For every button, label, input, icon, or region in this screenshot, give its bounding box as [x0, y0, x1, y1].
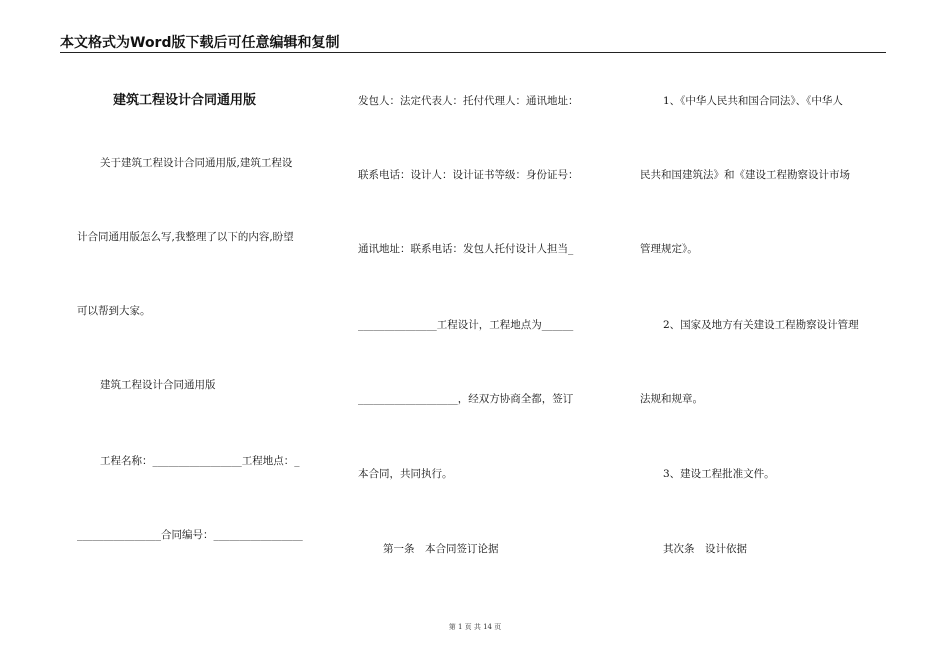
section-heading: 其次条 设计依据 — [663, 543, 747, 555]
document-header: 本文格式为Word版下载后可任意编辑和复制 — [60, 35, 340, 51]
paragraph: 3、建设工程批准文件。 — [663, 468, 775, 480]
paragraph: 通讯地址：联系电话：发包人托付设计人担当_ — [358, 243, 574, 255]
paragraph: 法规和规章。 — [640, 393, 703, 405]
paragraph: ___________________，经双方协商全都，签订 — [358, 393, 574, 405]
paragraph: 2、国家及地方有关建设工程勘察设计管理 — [663, 319, 859, 331]
paragraph: 发包人：法定代表人：托付代理人：通讯地址： — [358, 95, 579, 107]
paragraph: 1、《中华人民共和国合同法》、《中华人 — [663, 95, 843, 107]
paragraph: _______________工程设计，工程地点为______ — [358, 319, 574, 331]
paragraph: 建筑工程设计合同通用版 — [100, 379, 216, 391]
section-heading: 第一条 本合同签订论据 — [383, 543, 499, 555]
form-line: 工程名称：_________________工程地点：_ — [100, 455, 300, 467]
paragraph: 可以帮到大家。 — [77, 305, 151, 317]
paragraph: 计合同通用版怎么写,我整理了以下的内容,盼望 — [77, 231, 294, 243]
paragraph: 民共和国建筑法》和《建设工程勘察设计市场 — [640, 169, 850, 181]
document-title: 建筑工程设计合同通用版 — [113, 93, 257, 108]
paragraph: 管理规定》。 — [640, 243, 698, 255]
form-line: ________________合同编号：_________________ — [77, 529, 303, 541]
paragraph: 本合同，共同执行。 — [358, 468, 453, 480]
header-divider — [60, 52, 886, 53]
page-number: 第 1 页 共 14 页 — [448, 623, 502, 631]
paragraph: 关于建筑工程设计合同通用版,建筑工程设 — [100, 157, 293, 169]
paragraph: 联系电话：设计人：设计证书等级：身份证号： — [358, 169, 579, 181]
